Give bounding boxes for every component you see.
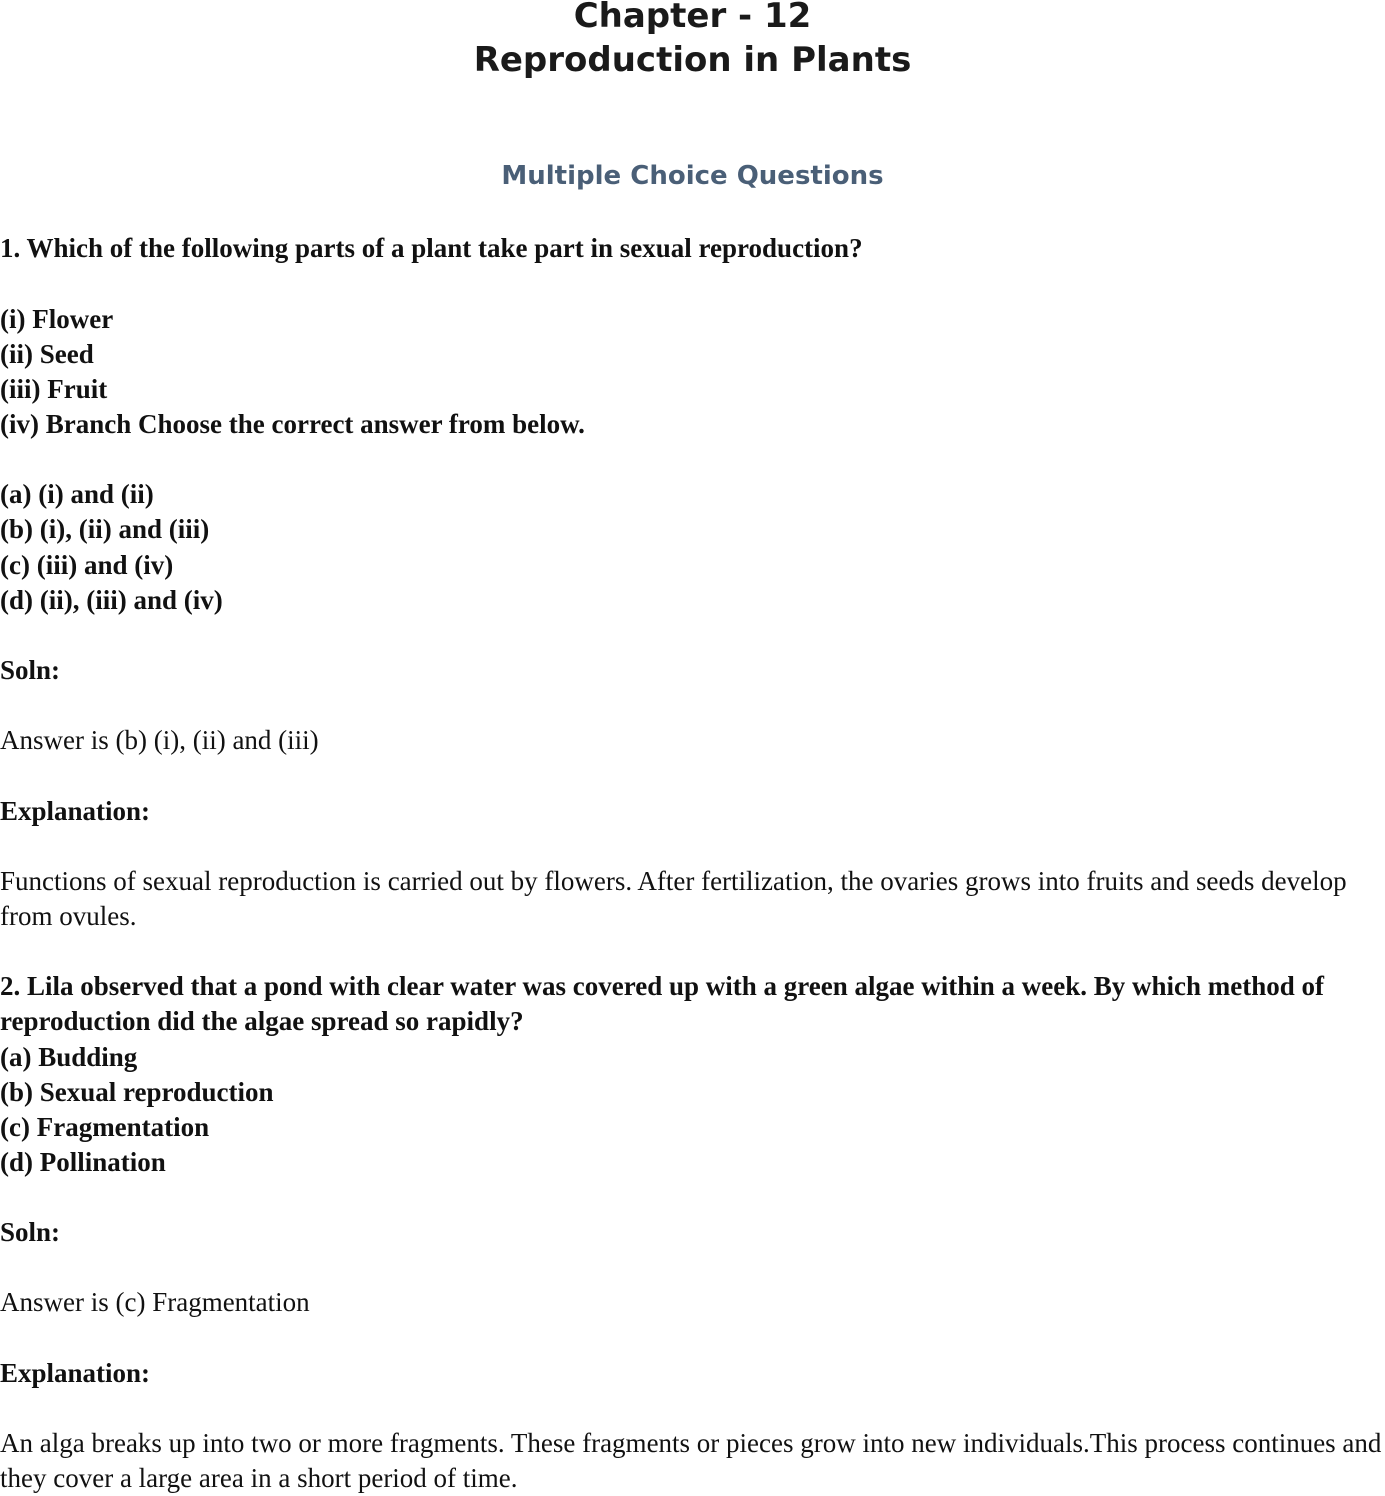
question-2-option-a: (a) Budding (0, 1042, 138, 1072)
question-1-option-a: (a) (i) and (ii) (0, 479, 154, 509)
question-1-explanation-label: Explanation: (0, 796, 151, 826)
question-2-text: 2. Lila observed that a pond with clear water was covered up with a green algae within a week. By which method of reproduction did the algae spread so rapidly? (0, 971, 1324, 1036)
question-1-text: 1. Which of the following parts of a plant take part in sexual reproduction? (0, 233, 863, 263)
question-2-explanation: An alga breaks up into two or more fragments. These fragments or pieces grow into new individuals.This process continues and they cover a large area in a short period of time. (0, 1428, 1382, 1493)
section-title: Multiple Choice Questions (501, 161, 884, 191)
question-1-item: (ii) Seed (0, 339, 94, 369)
question-2-option-d: (d) Pollination (0, 1147, 166, 1177)
question-1-option-c: (c) (iii) and (iv) (0, 550, 174, 580)
question-2-explanation-label: Explanation: (0, 1358, 151, 1388)
chapter-title: Reproduction in Plants (473, 40, 912, 80)
question-2-soln-label: Soln: (0, 1217, 61, 1247)
question-1-item: (i) Flower (0, 304, 114, 334)
question-2-answer: Answer is (c) Fragmentation (0, 1287, 310, 1317)
question-1-soln-label: Soln: (0, 655, 61, 685)
question-1-answer: Answer is (b) (i), (ii) and (iii) (0, 725, 319, 755)
question-1-item: (iv) Branch Choose the correct answer from below. (0, 409, 585, 439)
question-1-item: (iii) Fruit (0, 374, 108, 404)
question-1-explanation: Functions of sexual reproduction is carried out by flowers. After fertilization, the ovaries grows into fruits and seeds develop from ovules. (0, 866, 1347, 931)
question-1-option-b: (b) (i), (ii) and (iii) (0, 514, 210, 544)
question-2-option-b: (b) Sexual reproduction (0, 1077, 274, 1107)
chapter-number: Chapter - 12 (573, 0, 812, 36)
question-2-option-c: (c) Fragmentation (0, 1112, 210, 1142)
question-1-option-d: (d) (ii), (iii) and (iv) (0, 585, 223, 615)
